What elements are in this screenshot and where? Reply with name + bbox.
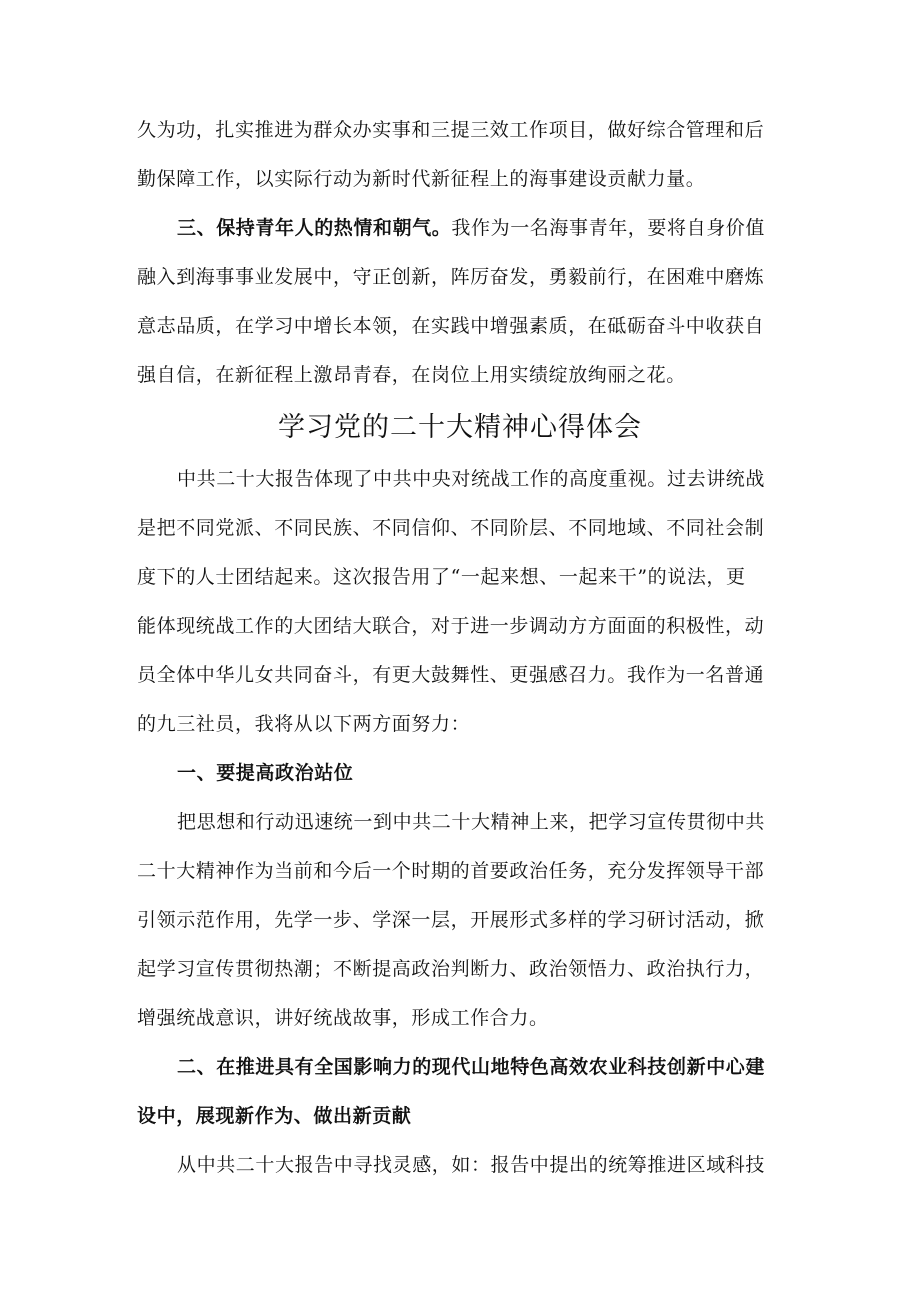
intro-line: 中共二十大报告体现了中共中央对统战工作的高度重视。过去讲统战 (177, 468, 766, 490)
heading-2-line: 二、在推进具有全国影响力的现代山地特色高效农业科技创新中心建 (177, 1056, 766, 1078)
text-line: 意志品质，在学习中增长本领，在实践中增强素质，在砥砺奋斗中收获自 (137, 315, 765, 337)
section3-text: 我作为一名海事青年，要将自身价值 (451, 217, 766, 239)
intro-line: 的九三社员，我将从以下两方面努力： (137, 713, 471, 735)
text-line: 久为功，扎实推进为群众办实事和三提三效工作项目，做好综合管理和后 (137, 119, 765, 141)
para1-line: 引领示范作用，先学一步、学深一层，开展形式多样的学习研讨活动，掀 (137, 909, 765, 931)
text-line: 融入到海事事业发展中，守正创新，阵厉奋发，勇毅前行，在困难中磨炼 (137, 266, 765, 288)
para1-line: 增强统战意识，讲好统战故事，形成工作合力。 (137, 1007, 549, 1029)
heading-2-line: 设中，展现新作为、做出新贡献 (137, 1105, 412, 1127)
intro-line: 能体现统战工作的大团结大联合，对于进一步调动方方面面的积极性，动 (137, 615, 765, 637)
section3-paragraph-start (177, 215, 797, 241)
document-title: 学习党的二十大精神心得体会 (278, 412, 642, 443)
intro-line: 是把不同党派、不同民族、不同信仰、不同阶层、不同地域、不同社会制 (137, 517, 765, 539)
intro-line: 员全体中华儿女共同奋斗，有更大鼓舞性、更强感召力。我作为一名普通 (137, 664, 765, 686)
intro-line: 度下的人士团结起来。这次报告用了“一起来想、一起来干”的说法，更 (137, 566, 746, 588)
heading-1: 一、要提高政治站位 (177, 762, 354, 784)
text-line: 勤保障工作，以实际行动为新时代新征程上的海事建设贡献力量。 (137, 168, 706, 190)
para1-line: 二十大精神作为当前和今后一个时期的首要政治任务，充分发挥领导干部 (137, 860, 765, 882)
section3-heading: 三、保持青年人的热情和朝气。 (177, 217, 452, 239)
para1-line: 把思想和行动迅速统一到中共二十大精神上来，把学习宣传贯彻中共 (177, 811, 766, 833)
para2-line: 从中共二十大报告中寻找灵感，如：报告中提出的统筹推进区域科技 (177, 1154, 766, 1176)
text-line: 强自信，在新征程上激昂青春，在岗位上用实绩绽放绚丽之花。 (137, 364, 686, 386)
para1-line: 起学习宣传贯彻热潮；不断提高政治判断力、政治领悟力、政治执行力， (137, 958, 765, 980)
